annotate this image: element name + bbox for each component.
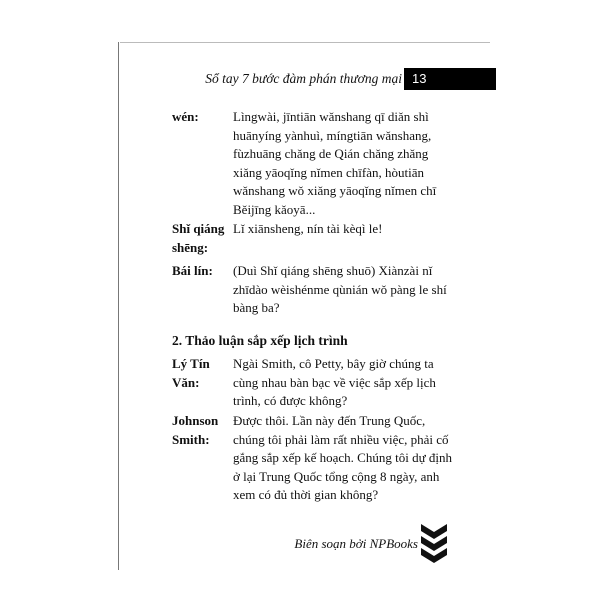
section-heading: 2. Thảo luận sắp xếp lịch trình	[172, 333, 348, 348]
page-left-edge	[118, 42, 119, 570]
speech-text: Lǐ xiānsheng, nín tài kèqì le!	[233, 221, 383, 236]
footer-credit: Biên soạn bởi NPBooks	[294, 536, 418, 551]
page-top-rule	[120, 42, 490, 43]
speech-text: Ngài Smith, cô Petty, bây giờ chúng ta cùng nhau bàn bạc về việc sắp xếp lịch trình, có được không?	[233, 356, 436, 408]
triple-chevron-down-icon	[421, 524, 447, 564]
speaker-name: Lý Tín Văn:	[172, 356, 210, 390]
speech-text: Được thôi. Lần này đến Trung Quốc, chúng tôi phải làm rất nhiều việc, phải cố gắng sắp xếp kế hoạch. Chúng tôi dự định ở lại Trung Quốc tổng cộng 8 ngày, anh xem có đủ thời gian không?	[233, 413, 452, 502]
dialogue-line	[172, 262, 462, 318]
dialogue-line	[172, 412, 462, 505]
dialogue-line	[172, 355, 462, 411]
dialogue-line	[172, 220, 462, 255]
speech-text: Lìngwài, jīntiān wǎnshang qī diǎn shì huānyíng yànhuì, míngtiān wǎnshang, fùzhuāng chǎng de Qián chǎng zhǎng xiǎng yāoqǐng nǐmen chīfàn, hòutiān wǎnshang wǒ xiǎng yāoqǐng nǐmen chī Běijīng kǎoyā...	[233, 109, 437, 217]
running-header-title: Sổ tay 7 bước đàm phán thương mại	[205, 71, 402, 86]
speaker-name: Shǐ qiáng shēng:	[172, 221, 225, 255]
speaker-name: Bái lín:	[172, 263, 213, 278]
speaker-name: wén:	[172, 109, 199, 124]
dialogue-line	[172, 108, 462, 219]
page-number: 13	[404, 68, 496, 90]
speech-text: (Duì Shǐ qiáng shēng shuō) Xiànzài nǐ zhīdào wèishénme qùnián wǒ pàng le shí bàng ba?	[233, 263, 447, 315]
speaker-name: Johnson Smith:	[172, 413, 219, 447]
